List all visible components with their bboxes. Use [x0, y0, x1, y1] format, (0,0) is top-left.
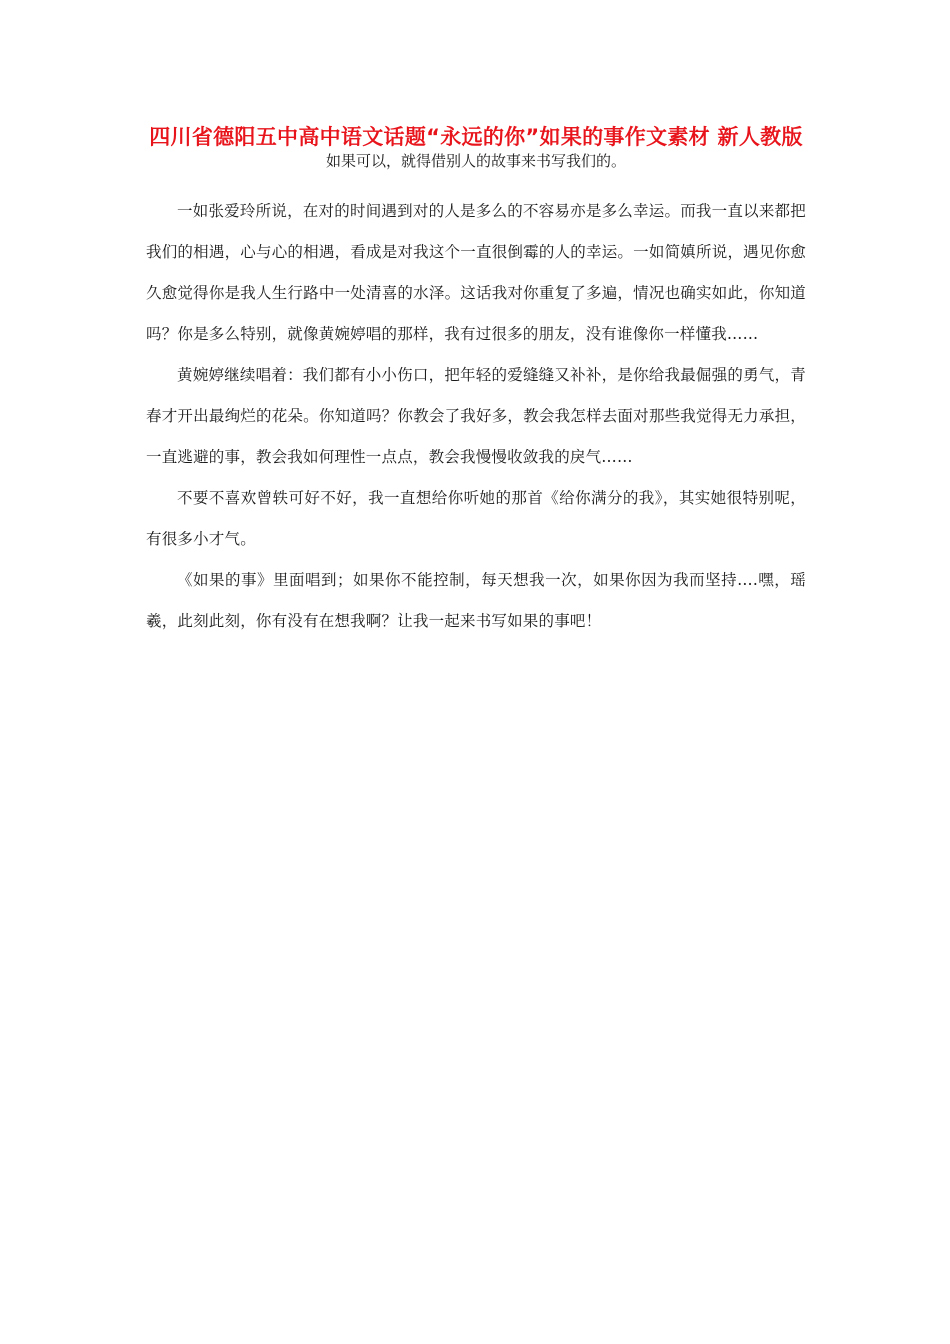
paragraph-3: 不要不喜欢曾轶可好不好，我一直想给你听她的那首《给你满分的我》，其实她很特别呢，有很多小才气。 — [146, 489, 806, 548]
document-page — [146, 124, 806, 642]
paragraph-1: 一如张爱玲所说，在对的时间遇到对的人是多么的不容易亦是多么幸运。而我一直以来都把我们的相遇，心与心的相遇，看成是对我这个一直很倒霉的人的幸运。一如简嫃所说，遇见你愈久愈觉得你是我人生行路中一处清喜的水泽。这话我对你重复了多遍，情况也确实如此，你知道吗？你是多么特别，就像黄婉婷唱的那样，我有过很多的朋友，没有谁像你一样懂我…… — [146, 202, 806, 343]
paragraph-4: 《如果的事》里面唱到；如果你不能控制，每天想我一次，如果你因为我而坚持….嘿，瑶羲，此刻此刻，你有没有在想我啊？让我一起来书写如果的事吧！ — [146, 571, 806, 630]
document-title: 四川省德阳五中高中语文话题“永远的你”如果的事作文素材 新人教版 — [149, 125, 803, 149]
document-subtitle: 如果可以，就得借别人的故事来书写我们的。 — [325, 152, 626, 170]
paragraph-2: 黄婉婷继续唱着：我们都有小小伤口，把年轻的爱缝缝又补补，是你给我最倔强的勇气，青春才开出最绚烂的花朵。你知道吗？你教会了我好多，教会我怎样去面对那些我觉得无力承担，一直逃避的事，教会我如何理性一点点，教会我慢慢收敛我的戾气…… — [146, 366, 806, 466]
